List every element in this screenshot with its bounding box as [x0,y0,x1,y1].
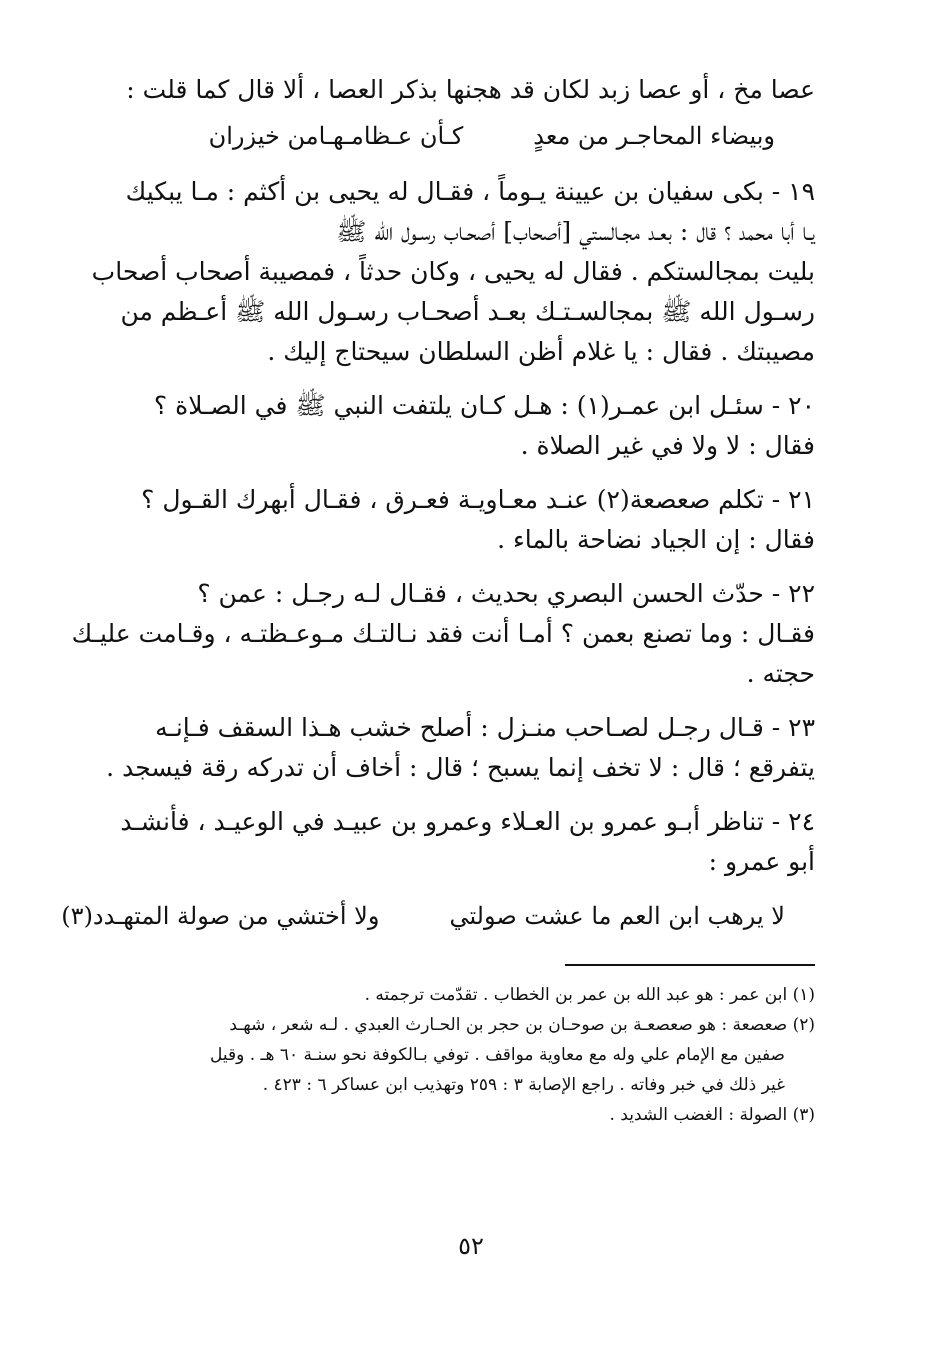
item-19-line: ١٩ - بكى سفيان بن عيينة يـوماً ، فقـال له يحيى بن أكثم : مـا يبكيك [125,177,815,206]
item-23-line: يتفرقع ؛ قال : لا تخف إنما يسبح ؛ قال : أخاف أن تدركه رقة فيسجد . [106,753,815,782]
item-19 [91,172,815,372]
item-22-line: فقـال : وما تصنع بعمن ؟ أمـا أنت فقد نـالتـك مـوعـظتـه ، وقـامت عليـك [71,619,815,648]
verse-1-second-half: كـأن عـظامـهـامن خيزران [208,122,464,150]
footnotes [95,980,815,1130]
verse-2-second-half: ولا أختشي من صولة المتهـدد(٣) [61,902,380,930]
item-23 [95,708,815,788]
verse-2-first-half: لا يرهب ابن العم ما عشت صولتي [449,902,785,930]
item-24 [95,802,815,882]
item-20-line: ٢٠ - سئـل ابن عمـر(١) : هـل كـان يلتفت النبي ﷺ في الصـلاة ؟ [153,391,815,420]
item-19-line: مصيبتك . فقال : يا غلام أظن السلطان سيحتاج إليك . [267,337,815,366]
footnote-2-line: صفين مع الإمام علي وله مع معاوية مواقف . توفي بـالكوفة نحو سنـة ٦٠ هـ . وقيل [209,1045,785,1065]
item-20-line: فقال : لا ولا في غير الصلاة . [520,431,815,460]
footnote-2-line: غير ذلك في خبر وفاته . راجع الإصابة ٣ : ٢٥٩ وتهذيب ابن عساكر ٦ : ٤٢٣ . [262,1075,785,1095]
verse-2 [61,896,815,936]
footnote-1: (١) ابن عمر : هو عبد الله بن عمر بن الخطاب . تقدّمت ترجمته . [364,985,815,1005]
item-22-line: حجته . [746,659,815,688]
verse-1 [95,116,815,156]
item-24-line: أبو عمرو : [708,847,815,876]
item-21-line: ٢١ - تكلم صعصعة(٢) عنـد معـاويـة فعـرق ، فقـال أبهرك القـول ؟ [141,485,815,514]
item-19-line: بليت بمجالستكم . فقال له يحيى ، وكان حدثاً ، فمصيبة أصحاب أصحاب [91,257,815,286]
item-22 [71,574,815,694]
page-text-block [61,70,815,1130]
item-19-line: رسـول الله ﷺ بمجالسـتـك بعـد أصحـاب رسـول الله ﷺ أعـظم من [120,297,815,326]
footnote-divider [565,964,815,966]
item-22-line: ٢٢ - حدّث الحسن البصري بحديث ، فقـال لـه رجـل : عمن ؟ [197,579,815,608]
footnote-2-line: (٢) صعصعة : هو صعصعـة بن صوحـان بن حجر بن الحـارث العبدي . لـه شعر ، شهـد [229,1015,815,1035]
item-24-line: ٢٤ - تناظر أبـو عمرو بن العـلاء وعمرو بن عبيـد في الوعيـد ، فأنشـد [120,807,815,836]
page-number: ٥٢ [458,1232,484,1260]
item-23-line: ٢٣ - قـال رجـل لصـاحب منـزل : أصلح خشب هـذا السقف فـإنـه [155,713,815,742]
item-20 [95,386,815,466]
opening-line: عصا مخ ، أو عصا زبد لكان قد هجنها بذكر العصا ، ألا قال كما قلت : [126,75,815,104]
footnote-3: (٣) الصولة : الغضب الشديد . [609,1105,815,1125]
item-19-line: يـا أبا محمد ؟ قال : بعـد مجـالستي [أصحاب] أصحـاب رسـول الله ﷺ [336,217,815,246]
item-21-line: فقال : إن الجياد نضاحة بالماء . [497,525,815,554]
item-21 [95,480,815,560]
verse-1-first-half: وبيضاء المحاجـر من معدٍ [533,122,775,150]
